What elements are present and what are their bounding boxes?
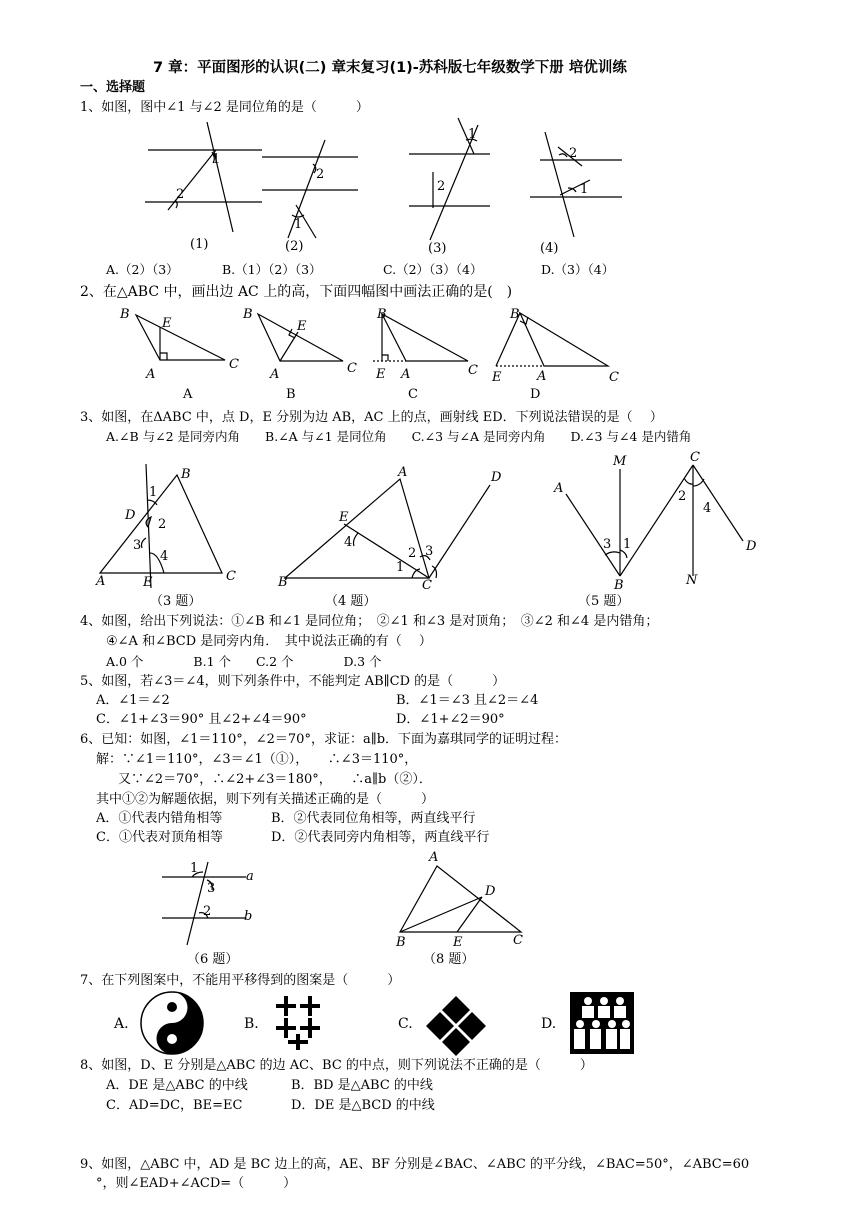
- svg-text:4: 4: [160, 549, 169, 564]
- svg-text:A: A: [146, 367, 156, 382]
- people-pattern-icon: [570, 992, 634, 1054]
- svg-text:D: D: [485, 884, 496, 899]
- svg-text:a: a: [246, 869, 254, 884]
- svg-text:1: 1: [190, 861, 199, 876]
- q1-figure-1: [145, 122, 262, 252]
- svg-text:E: E: [339, 510, 349, 525]
- svg-text:C: C: [609, 370, 619, 385]
- svg-text:B: B: [181, 467, 191, 482]
- svg-text:B: B: [510, 307, 520, 322]
- q9-stem: 9、如图，△ABC 中，AD 是 BC 边上的高，AE、BF 分别是∠BAC、∠ABC 的平分线，∠BAC=50°，∠ABC=60: [80, 1157, 750, 1172]
- q6-stem: 6、已知：如图，∠1＝110°，∠2＝70°，求证：a∥b．下面为嘉琪同学的证明过程：: [80, 732, 568, 747]
- svg-text:E: E: [297, 319, 307, 334]
- q5-stem: 5、如图，若∠3＝∠4，则下列条件中，不能判定 AB∥CD 的是（ ）: [80, 674, 506, 689]
- svg-text:1: 1: [396, 560, 405, 575]
- svg-text:1: 1: [149, 485, 158, 500]
- svg-text:D: D: [491, 470, 502, 485]
- svg-text:A: A: [96, 574, 106, 589]
- q2-figure-b: [242, 307, 357, 402]
- svg-text:D: D: [125, 508, 136, 523]
- svg-text:2: 2: [408, 546, 417, 561]
- q1-option-a: A.（2）（3）: [106, 262, 179, 277]
- svg-text:1: 1: [212, 152, 221, 167]
- caption-4: （4 题）: [325, 594, 377, 609]
- q3-figure: [95, 464, 236, 590]
- svg-text:C: C: [229, 357, 239, 372]
- q5-option-d: D．∠1+∠2＝90°: [396, 712, 505, 727]
- svg-text:4: 4: [344, 535, 353, 550]
- svg-text:C: C: [468, 363, 478, 378]
- q5-option-b: B．∠1＝∠3 且∠2＝∠4: [396, 693, 539, 708]
- q6-line-1: 解：∵∠1＝110°，∠3＝∠1（①）， ∴∠3＝110°，: [96, 752, 418, 767]
- svg-text:2: 2: [316, 167, 325, 182]
- svg-text:M: M: [613, 454, 627, 469]
- q1-option-d: D.（3）（4）: [541, 262, 615, 277]
- svg-text:A: A: [398, 465, 408, 480]
- q1-figure-3: [409, 118, 490, 256]
- svg-text:1: 1: [580, 182, 589, 197]
- svg-text:3: 3: [425, 544, 434, 559]
- q1-fig2-caption: (2): [285, 239, 304, 254]
- q1-fig3-caption: (3): [428, 241, 447, 256]
- q1-option-b: B.（1）（2）（3）: [222, 262, 322, 277]
- svg-text:3: 3: [603, 537, 612, 552]
- svg-text:C: C: [347, 361, 357, 376]
- q6-figure: [162, 861, 254, 945]
- svg-text:3: 3: [133, 538, 142, 553]
- q6-option-b: B．②代表同位角相等，两直线平行: [271, 811, 476, 826]
- caption-3: （3 题）: [150, 594, 202, 609]
- caption-6: （6 题）: [187, 952, 239, 967]
- svg-text:E: E: [143, 575, 153, 590]
- q4-stem: 4、如图，给出下列说法：①∠B 和∠1 是同位角； ②∠1 和∠3 是对顶角； ③∠2 和∠4 是内错角；: [80, 614, 659, 629]
- q5-figure: [553, 450, 757, 593]
- svg-text:2: 2: [678, 489, 687, 504]
- q6-option-c: C．①代表对顶角相等: [96, 830, 223, 845]
- q8-option-a: A．DE 是△ABC 的中线: [106, 1078, 248, 1093]
- svg-text:b: b: [244, 909, 253, 924]
- svg-text:4: 4: [703, 501, 712, 516]
- svg-text:E: E: [162, 316, 172, 331]
- svg-text:E: E: [376, 367, 386, 382]
- svg-text:A: A: [401, 367, 411, 382]
- q5-option-c: C．∠1+∠3＝90° 且∠2+∠4＝90°: [96, 712, 307, 727]
- q3-stem: 3、如图，在ΔABC 中，点 D，E 分别为边 AB，AC 上的点，画射线 ED．下列说法错误的是（ ）: [80, 410, 663, 425]
- svg-text:B: B: [278, 575, 288, 590]
- svg-text:C: C: [690, 450, 700, 465]
- svg-text:B: B: [120, 307, 130, 322]
- svg-text:C: C: [422, 578, 432, 593]
- svg-text:E: E: [453, 935, 463, 950]
- q2-fig-d-caption: D: [530, 387, 541, 402]
- q4-options: A.0 个 B.1 个 C.2 个 D.3 个: [106, 654, 382, 669]
- svg-text:C: C: [226, 569, 236, 584]
- svg-text:A: A: [270, 367, 280, 382]
- svg-text:E: E: [492, 370, 502, 385]
- q8-figure: [395, 850, 523, 950]
- svg-text:2: 2: [158, 517, 167, 532]
- section-heading: 一、选择题: [80, 80, 146, 95]
- caption-5: （5 题）: [578, 594, 630, 609]
- svg-text:A: A: [554, 481, 564, 496]
- q1-fig4-caption: (4): [540, 241, 559, 256]
- q6-option-a: A．①代表内错角相等: [96, 811, 223, 826]
- q8-stem: 8、如图，D、E 分别是△ABC 的边 AC、BC 的中点，则下列说法不正确的是（ ）: [80, 1058, 593, 1073]
- q6-line-2: 又∵∠2＝70°，∴∠2+∠3＝180°， ∴a∥b（②）．: [118, 772, 432, 787]
- svg-text:1: 1: [468, 127, 477, 142]
- q6-line-3: 其中①②为解题依据，则下列有关描述正确的是（ ）: [96, 792, 435, 807]
- q3-options: A.∠B 与∠2 是同旁内角 B.∠A 与∠1 是同位角 C.∠3 与∠A 是同旁内角 D.∠3 与∠4 是内错角: [106, 429, 692, 444]
- yin-yang-icon: [141, 992, 203, 1054]
- q7-label-c: C.: [398, 1016, 413, 1032]
- q4-stem-2: ④∠A 和∠BCD 是同旁内角． 其中说法正确的有（ ）: [106, 634, 432, 649]
- q1-figure-2: [262, 140, 358, 254]
- q1-figure-4: [530, 132, 622, 256]
- q5-option-a: A．∠1＝∠2: [96, 693, 170, 708]
- q8-option-d: D．DE 是△BCD 的中线: [291, 1098, 435, 1113]
- svg-text:1: 1: [623, 537, 632, 552]
- q1-stem: 1、如图，图中∠1 与∠2 是同位角的是（ ）: [80, 100, 369, 115]
- q8-option-c: C．AD=DC，BE=EC: [106, 1098, 243, 1113]
- q2-figure-d: [491, 307, 619, 402]
- svg-text:B: B: [243, 307, 253, 322]
- q2-figure-a: [119, 307, 239, 402]
- q2-fig-c-caption: C: [408, 387, 418, 402]
- diamond-pattern-icon: [426, 996, 486, 1056]
- svg-text:3: 3: [207, 881, 216, 896]
- svg-text:D: D: [746, 539, 757, 554]
- q7-label-d: D.: [541, 1016, 557, 1032]
- svg-text:A: A: [429, 850, 439, 865]
- q2-stem: 2、在△ABC 中，画出边 AC 上的高，下面四幅图中画法正确的是( ): [80, 284, 513, 300]
- q2-fig-a-caption: A: [183, 387, 193, 402]
- svg-text:2: 2: [203, 904, 212, 919]
- page-title: 7 章：平面图形的认识(二) 章末复习(1)-苏科版七年级数学下册 培优训练: [153, 60, 627, 76]
- svg-text:N: N: [686, 573, 698, 588]
- svg-text:B: B: [377, 307, 387, 322]
- q1-fig1-caption: (1): [190, 237, 209, 252]
- q2-figure-c: [373, 307, 478, 402]
- q1-option-c: C.（2）（3）（4）: [383, 262, 483, 277]
- q7-stem: 7、在下列图案中，不能用平移得到的图案是（ ）: [80, 973, 401, 988]
- svg-text:2: 2: [176, 187, 185, 202]
- q2-fig-b-caption: B: [286, 387, 296, 402]
- q9-stem-2: °，则∠EAD+∠ACD=（ ）: [96, 1176, 297, 1191]
- svg-text:A: A: [537, 369, 547, 384]
- svg-text:B: B: [614, 578, 624, 593]
- svg-text:C: C: [513, 933, 523, 948]
- caption-8: （8 题）: [423, 952, 475, 967]
- q6-option-d: D．②代表同旁内角相等，两直线平行: [271, 830, 490, 845]
- q8-option-b: B．BD 是△ABC 的中线: [291, 1078, 433, 1093]
- q4-figure: [277, 465, 502, 593]
- cross-pattern-icon: [276, 996, 320, 1050]
- svg-text:2: 2: [437, 179, 446, 194]
- svg-text:2: 2: [569, 146, 578, 161]
- q7-label-a: A.: [114, 1016, 129, 1032]
- q7-label-b: B.: [244, 1016, 259, 1032]
- svg-text:B: B: [396, 935, 406, 950]
- svg-text:1: 1: [294, 217, 303, 232]
